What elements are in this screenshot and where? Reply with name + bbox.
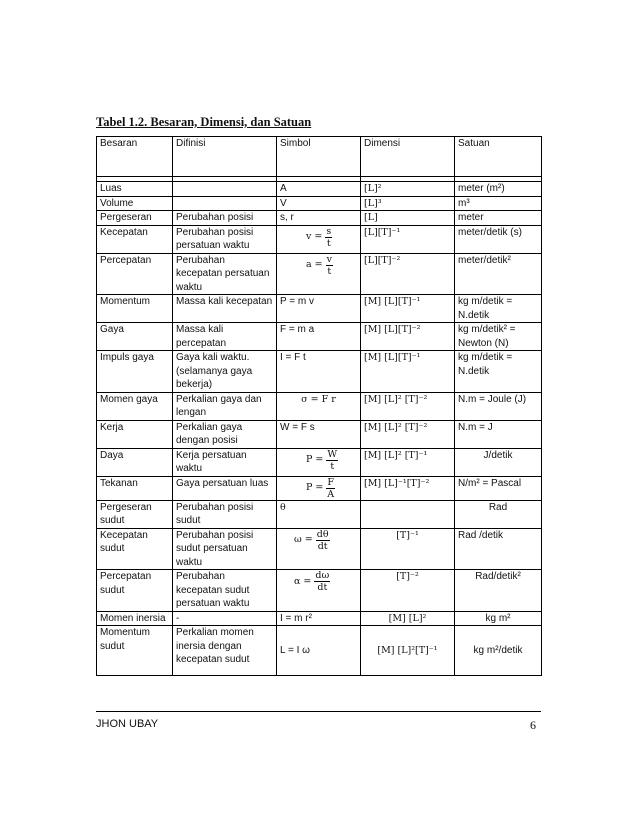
cell-dimensi: [L][T]⁻² bbox=[361, 253, 455, 295]
cell-dimensi: [T]⁻² bbox=[361, 570, 455, 612]
cell-simbol: V bbox=[277, 196, 361, 211]
cell-besaran: Volume bbox=[97, 196, 173, 211]
table-row bbox=[97, 295, 542, 323]
table-title: Tabel 1.2. Besaran, Dimensi, dan Satuan bbox=[96, 115, 312, 129]
formula-denominator: dt bbox=[317, 582, 328, 593]
formula-numerator: v bbox=[326, 253, 333, 265]
cell-satuan: meter/detik (s) bbox=[455, 225, 542, 253]
cell-satuan: N/m² = Pascal bbox=[455, 476, 542, 500]
cell-besaran: Impuls gaya bbox=[97, 351, 173, 393]
formula-denominator: t bbox=[327, 265, 332, 277]
cell-simbol bbox=[277, 570, 361, 612]
cell-difinisi: Gaya persatuan luas bbox=[173, 476, 277, 500]
cell-besaran: Gaya bbox=[97, 323, 173, 351]
formula-denominator: t bbox=[330, 460, 335, 472]
cell-simbol: L = I ω bbox=[277, 626, 361, 676]
cell-difinisi: - bbox=[173, 611, 277, 626]
formula-lhs: v = bbox=[306, 231, 323, 243]
cell-satuan: kg m² bbox=[455, 611, 542, 626]
cell-simbol: A bbox=[277, 182, 361, 197]
cell-satuan: meter/detik² bbox=[455, 253, 542, 295]
table-row bbox=[97, 626, 542, 676]
cell-besaran: Momen inersia bbox=[97, 611, 173, 626]
cell-dimensi: [M] [L]² [T]⁻¹ bbox=[361, 448, 455, 476]
cell-dimensi: [L]³ bbox=[361, 196, 455, 211]
table-row bbox=[97, 225, 542, 253]
cell-besaran: Tekanan bbox=[97, 476, 173, 500]
cell-dimensi: [M] [L]⁻¹[T]⁻² bbox=[361, 476, 455, 500]
cell-dimensi: [L] bbox=[361, 211, 455, 226]
table-row bbox=[97, 392, 542, 420]
footer-author: JHON UBAY bbox=[96, 718, 159, 730]
formula-numerator: s bbox=[326, 225, 332, 237]
cell-dimensi: [M] [L][T]⁻¹ bbox=[361, 295, 455, 323]
cell-dimensi bbox=[361, 500, 455, 528]
cell-dimensi: [M] [L][T]⁻¹ bbox=[361, 351, 455, 393]
cell-satuan: Rad/detik² bbox=[455, 570, 542, 612]
cell-difinisi: Perubahan posisi persatuan waktu bbox=[173, 225, 277, 253]
header-besaran: Besaran bbox=[97, 137, 173, 177]
cell-dimensi: [T]⁻¹ bbox=[361, 528, 455, 570]
table-header-row bbox=[97, 137, 542, 177]
cell-satuan: meter bbox=[455, 211, 542, 226]
cell-difinisi bbox=[173, 182, 277, 197]
formula-lhs: a = bbox=[306, 259, 323, 271]
formula-numerator: dω bbox=[315, 570, 330, 581]
cell-difinisi: Kerja persatuan waktu bbox=[173, 448, 277, 476]
cell-dimensi: [M] [L]² bbox=[361, 611, 455, 626]
table-row bbox=[97, 420, 542, 448]
cell-simbol: I = F t bbox=[277, 351, 361, 393]
cell-dimensi: [M] [L][T]⁻² bbox=[361, 323, 455, 351]
cell-besaran: Daya bbox=[97, 448, 173, 476]
cell-difinisi: Perubahan posisi sudut persatuan waktu bbox=[173, 528, 277, 570]
cell-difinisi: Perubahan kecepatan persatuan waktu bbox=[173, 253, 277, 295]
formula-numerator: W bbox=[327, 448, 338, 460]
cell-dimensi: [M] [L]²[T]⁻¹ bbox=[361, 626, 455, 676]
formula-lhs: ω = bbox=[294, 534, 313, 546]
cell-simbol: θ bbox=[277, 500, 361, 528]
table-row bbox=[97, 528, 542, 570]
cell-satuan: J/detik bbox=[455, 448, 542, 476]
cell-besaran: Momentum bbox=[97, 295, 173, 323]
cell-difinisi: Perkalian momen inersia dengan kecepatan sudut bbox=[173, 626, 277, 676]
cell-simbol: I = m r² bbox=[277, 611, 361, 626]
cell-besaran: Luas bbox=[97, 182, 173, 197]
cell-simbol bbox=[277, 225, 361, 253]
cell-simbol: P = m v bbox=[277, 295, 361, 323]
cell-difinisi: Massa kali percepatan bbox=[173, 323, 277, 351]
cell-difinisi: Gaya kali waktu. (selamanya gaya bekerja) bbox=[173, 351, 277, 393]
table-row bbox=[97, 182, 542, 197]
cell-besaran: Kecepatan bbox=[97, 225, 173, 253]
cell-simbol bbox=[277, 253, 361, 295]
table-row bbox=[97, 253, 542, 295]
header-dimensi: Dimensi bbox=[361, 137, 455, 177]
footer-divider bbox=[96, 711, 541, 712]
table-row bbox=[97, 448, 542, 476]
cell-difinisi: Perubahan posisi bbox=[173, 211, 277, 226]
cell-simbol bbox=[277, 528, 361, 570]
formula-lhs: P = bbox=[306, 454, 324, 466]
cell-satuan: Rad bbox=[455, 500, 542, 528]
formula-denominator: A bbox=[327, 488, 335, 500]
cell-satuan: kg m/detik = N.detik bbox=[455, 351, 542, 393]
formula-denominator: t bbox=[326, 237, 331, 249]
cell-satuan: kg m/detik = N.detik bbox=[455, 295, 542, 323]
header-difinisi: Difinisi bbox=[173, 137, 277, 177]
formula-numerator: dθ bbox=[316, 528, 329, 540]
cell-dimensi: [M] [L]² [T]⁻² bbox=[361, 392, 455, 420]
cell-difinisi: Perubahan posisi sudut bbox=[173, 500, 277, 528]
header-satuan: Satuan bbox=[455, 137, 542, 177]
cell-satuan: kg m/detik² = Newton (N) bbox=[455, 323, 542, 351]
cell-dimensi: [M] [L]² [T]⁻² bbox=[361, 420, 455, 448]
table-row bbox=[97, 611, 542, 626]
cell-satuan: N.m = Joule (J) bbox=[455, 392, 542, 420]
table-row bbox=[97, 211, 542, 226]
header-simbol: Simbol bbox=[277, 137, 361, 177]
cell-simbol: F = m a bbox=[277, 323, 361, 351]
cell-besaran: Percepatan sudut bbox=[97, 570, 173, 612]
page-number: 6 bbox=[530, 718, 536, 732]
formula-lhs: α = bbox=[294, 575, 312, 587]
dimension-table bbox=[96, 136, 542, 676]
table-row bbox=[97, 500, 542, 528]
cell-difinisi: Perkalian gaya dengan posisi bbox=[173, 420, 277, 448]
cell-besaran: Momentum sudut bbox=[97, 626, 173, 676]
cell-besaran: Kecepatan sudut bbox=[97, 528, 173, 570]
cell-difinisi bbox=[173, 196, 277, 211]
cell-difinisi: Perubahan kecepatan sudut persatuan waktu bbox=[173, 570, 277, 612]
formula-numerator: F bbox=[327, 476, 334, 488]
cell-satuan: meter (m²) bbox=[455, 182, 542, 197]
formula-denominator: dt bbox=[317, 540, 328, 552]
cell-simbol bbox=[277, 476, 361, 500]
cell-dimensi: [L][T]⁻¹ bbox=[361, 225, 455, 253]
cell-simbol: s, r bbox=[277, 211, 361, 226]
formula-lhs: P = bbox=[306, 482, 324, 494]
cell-simbol: σ = F r bbox=[277, 392, 361, 420]
table-row bbox=[97, 351, 542, 393]
cell-satuan: m³ bbox=[455, 196, 542, 211]
cell-besaran: Momen gaya bbox=[97, 392, 173, 420]
table-row bbox=[97, 196, 542, 211]
table-row bbox=[97, 570, 542, 612]
cell-difinisi: Massa kali kecepatan bbox=[173, 295, 277, 323]
cell-besaran: Pergeseran bbox=[97, 211, 173, 226]
cell-difinisi: Perkalian gaya dan lengan bbox=[173, 392, 277, 420]
cell-besaran: Pergeseran sudut bbox=[97, 500, 173, 528]
table-row bbox=[97, 476, 542, 500]
table-row bbox=[97, 323, 542, 351]
cell-besaran: Percepatan bbox=[97, 253, 173, 295]
cell-simbol bbox=[277, 448, 361, 476]
cell-simbol: W = F s bbox=[277, 420, 361, 448]
cell-dimensi: [L]² bbox=[361, 182, 455, 197]
cell-satuan: N.m = J bbox=[455, 420, 542, 448]
cell-satuan: Rad /detik bbox=[455, 528, 542, 570]
cell-satuan: kg m²/detik bbox=[455, 626, 542, 676]
cell-besaran: Kerja bbox=[97, 420, 173, 448]
